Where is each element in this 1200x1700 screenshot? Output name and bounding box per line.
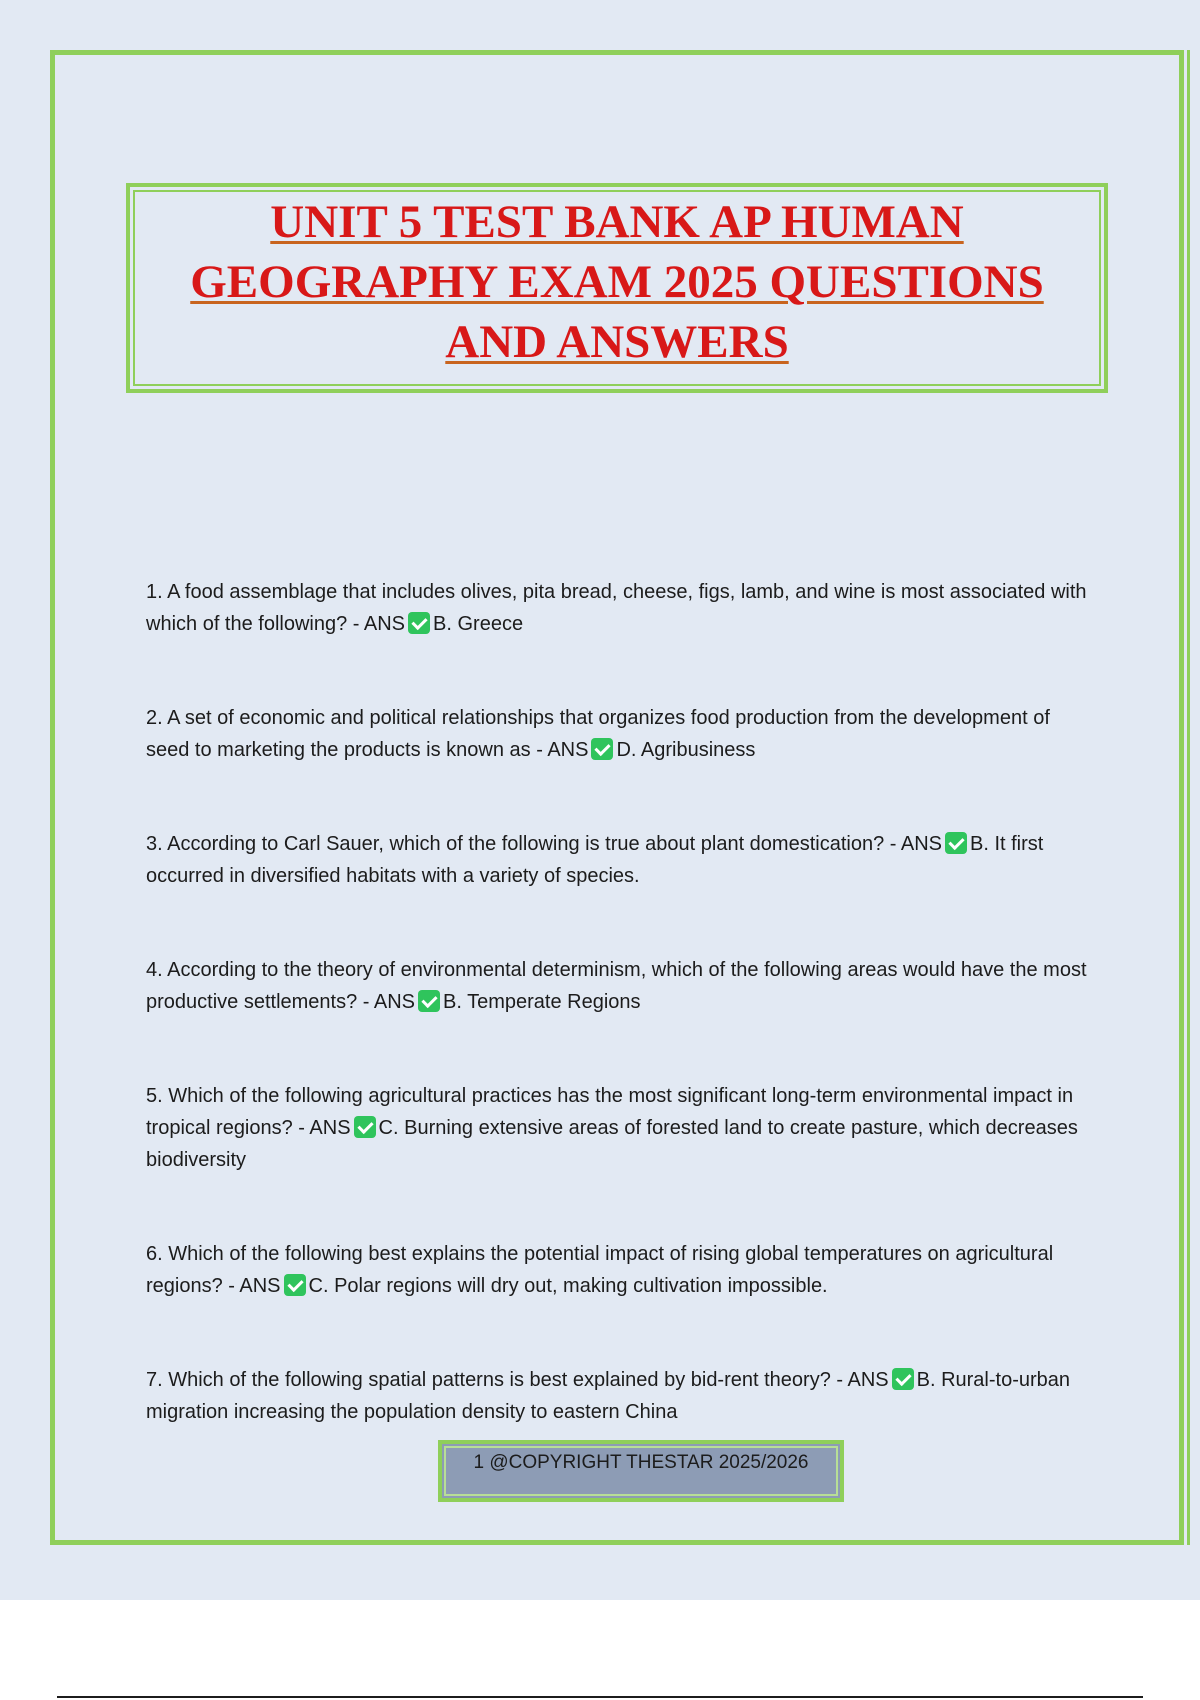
question-item: [146, 1238, 1096, 1302]
answer-text: B. Greece: [433, 613, 524, 635]
question-text: 3. According to Carl Sauer, which of the following is true about plant domestication? - ANS: [146, 833, 942, 855]
question-text: 7. Which of the following spatial patterns is best explained by bid-rent theory? - ANS: [146, 1369, 889, 1391]
answer-text: C. Burning extensive areas of forested land to create pasture, which decreases biodiversity: [146, 1117, 1078, 1171]
answer-text: B. Temperate Regions: [443, 991, 641, 1013]
document-title: [126, 192, 1108, 372]
answer-text: C. Polar regions will dry out, making cultivation impossible.: [308, 1275, 828, 1297]
question-item: [146, 576, 1096, 640]
check-mark-icon: [892, 1368, 914, 1390]
question-item: [146, 1080, 1096, 1176]
check-mark-icon: [591, 738, 613, 760]
question-item: [146, 828, 1096, 892]
question-text: 6. Which of the following best explains the potential impact of rising global temperatures on agricultural regions? - ANS: [146, 1243, 1054, 1297]
question-item: [146, 702, 1096, 766]
bottom-divider: [57, 1696, 1143, 1698]
check-mark-icon: [408, 612, 430, 634]
answer-text: D. Agribusiness: [616, 739, 756, 761]
check-mark-icon: [945, 832, 967, 854]
title-line-2: GEOGRAPHY EXAM 2025 QUESTIONS: [190, 256, 1044, 308]
title-line-3: AND ANSWERS: [445, 316, 789, 368]
footer-copyright: 1 @COPYRIGHT THESTAR 2025/2026: [473, 1452, 809, 1473]
footer-box: [438, 1440, 844, 1502]
answer-text: B. It first occurred in diversified habitats with a variety of species.: [146, 833, 1044, 887]
check-mark-icon: [354, 1116, 376, 1138]
question-item: [146, 1364, 1096, 1428]
question-item: [146, 954, 1096, 1018]
title-line-1: UNIT 5 TEST BANK AP HUMAN: [270, 196, 964, 248]
question-text: 1. A food assemblage that includes olives, pita bread, cheese, figs, lamb, and wine is most associated with which of the following? - ANS: [146, 581, 1087, 635]
check-mark-icon: [284, 1274, 306, 1296]
answer-text: B. Rural-to-urban migration increasing the population density to eastern China: [146, 1369, 1071, 1423]
question-list: [146, 576, 1096, 1490]
question-text: 2. A set of economic and political relationships that organizes food production from the development of seed to marketing the products is known as - ANS: [146, 707, 1050, 761]
check-mark-icon: [418, 990, 440, 1012]
question-text: 4. According to the theory of environmental determinism, which of the following areas would have the most productive settlements? - ANS: [146, 959, 1087, 1013]
question-text: 5. Which of the following agricultural practices has the most significant long-term environmental impact in tropical regions? - ANS: [146, 1085, 1074, 1139]
